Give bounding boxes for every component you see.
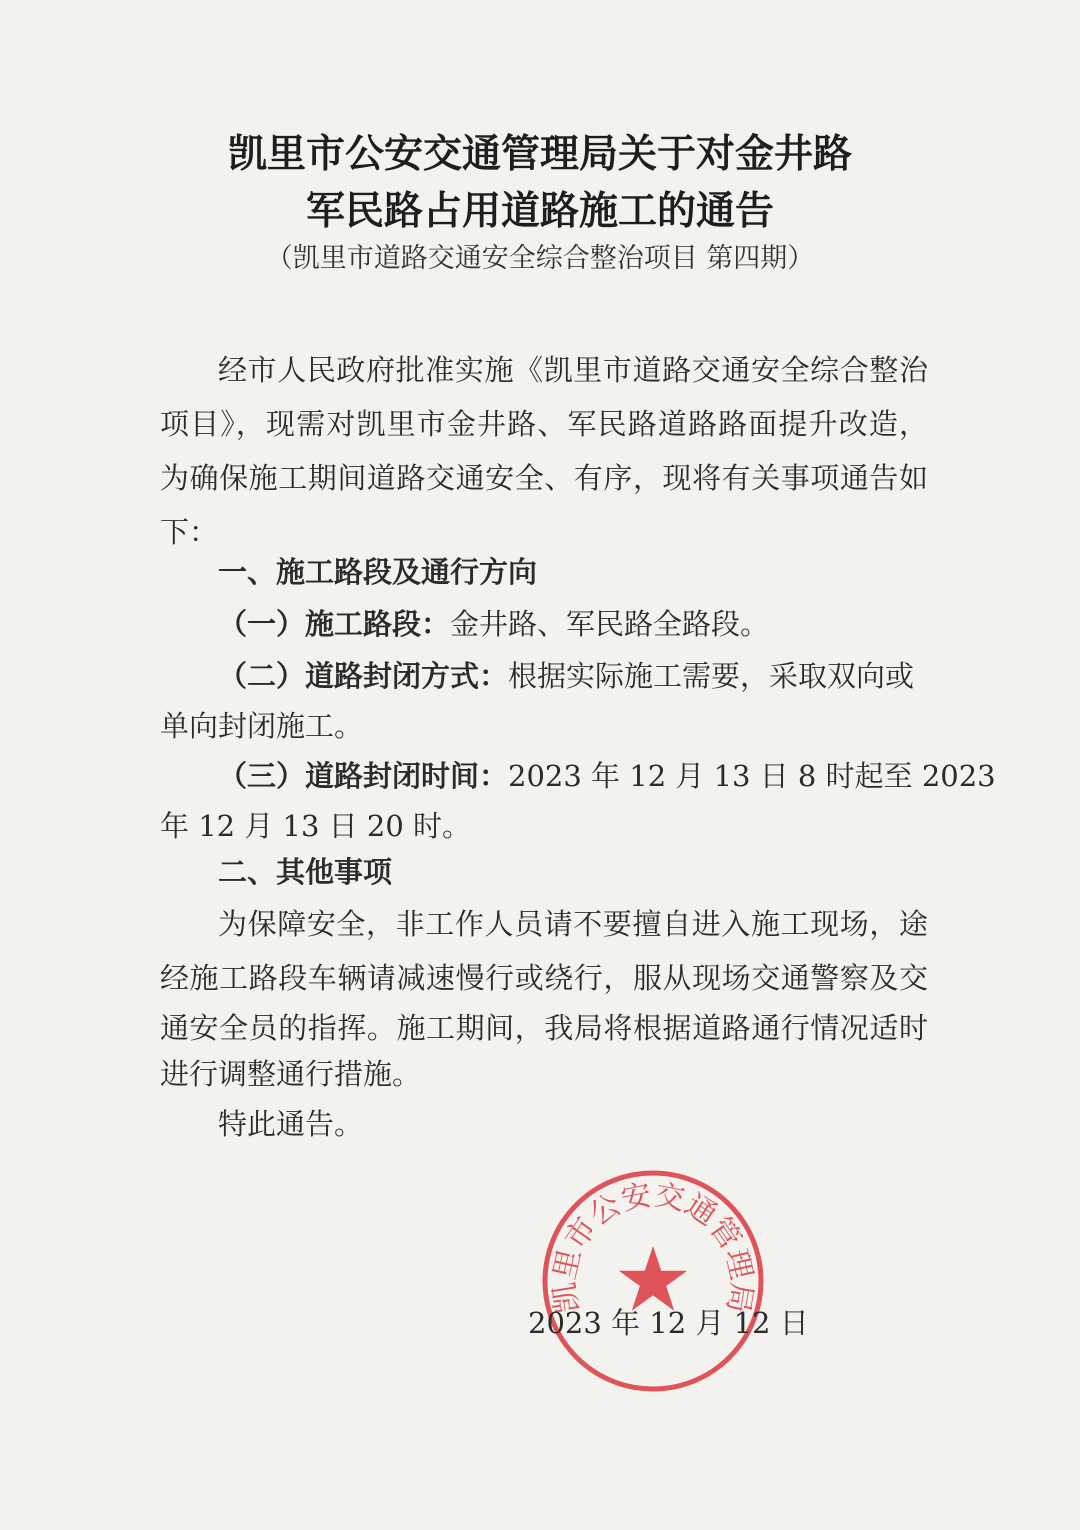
closing: 特此通告。 <box>218 1107 364 1141</box>
issue-date: 2023 年 12 月 12 日 <box>528 1306 809 1340</box>
item-3 <box>218 756 996 796</box>
item-1-label: （一）施工路段： <box>218 607 451 641</box>
official-seal-stamp <box>540 1168 766 1394</box>
item-3-continuation: 年 12 月 13 日 20 时。 <box>160 809 472 843</box>
intro-line-3: 为确保施工期间道路交通安全、有序，现将有关事项通告如 <box>160 461 928 495</box>
subtitle: （凯里市道路交通安全综合整治项目 第四期） <box>265 243 815 274</box>
item-2-label: （二）道路封闭方式： <box>218 659 509 693</box>
section-2-line-4: 进行调整通行措施。 <box>160 1057 422 1091</box>
item-1 <box>218 604 769 644</box>
item-3-label: （三）道路封闭时间： <box>218 759 509 793</box>
section-1-heading: 一、施工路段及通行方向 <box>218 555 538 589</box>
section-2-line-2: 经施工路段车辆请减速慢行或绕行，服从现场交通警察及交 <box>160 961 928 995</box>
intro-line-4: 下： <box>160 515 219 549</box>
section-2-heading: 二、其他事项 <box>218 855 393 889</box>
title-line-2: 军民路占用道路施工的通告 <box>305 189 774 234</box>
title-line-1: 凯里市公安交通管理局关于对金井路 <box>227 132 852 177</box>
intro-line-1: 经市人民政府批准实施《凯里市道路交通安全综合整治 <box>218 353 928 387</box>
section-2-line-1: 为保障安全，非工作人员请不要擅自进入施工现场，途 <box>218 907 928 941</box>
item-2 <box>218 656 914 696</box>
svg-text:凯里市公安交通管理局: 凯里市公安交通管理局 <box>546 1177 760 1316</box>
item-2-continuation: 单向封闭施工。 <box>160 709 364 743</box>
intro-line-2: 项目》，现需对凯里市金井路、军民路道路路面提升改造， <box>160 407 928 441</box>
item-3-text: 2023 年 12 月 13 日 8 时起至 2023 <box>508 759 996 793</box>
item-1-text: 金井路、军民路全路段。 <box>450 607 770 641</box>
section-2-line-3: 通安全员的指挥。施工期间，我局将根据道路通行情况适时 <box>160 1011 928 1045</box>
item-2-text: 根据实际施工需要，采取双向或 <box>508 659 915 693</box>
